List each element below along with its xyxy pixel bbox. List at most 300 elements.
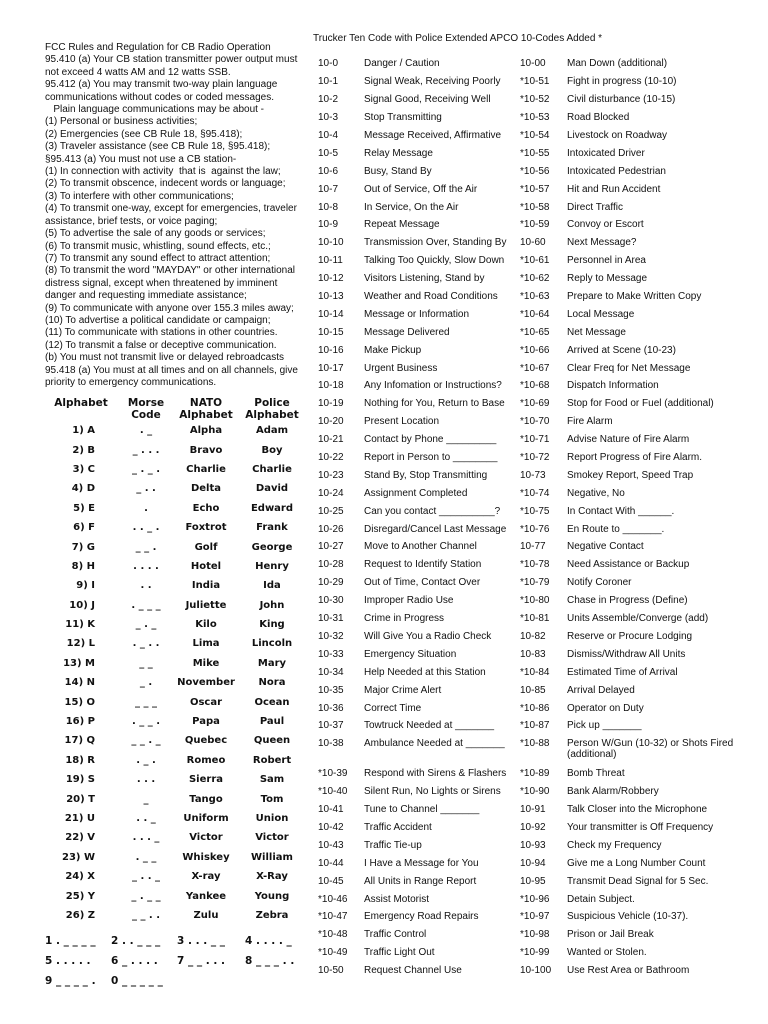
ten-code-meaning: Check my Frequency bbox=[567, 839, 662, 851]
ten-code-meaning: Crime in Progress bbox=[364, 613, 445, 625]
rules-line: (12) To transmit a false or deceptive communication. bbox=[45, 339, 277, 351]
ten-code-row bbox=[318, 663, 528, 681]
alphabet-police: Mary bbox=[257, 657, 287, 669]
alphabet-row bbox=[45, 576, 307, 595]
ten-code-meaning: Civil disturbance (10-15) bbox=[567, 94, 676, 106]
alphabet-morse: _ . _ . bbox=[131, 463, 161, 475]
ten-code-meaning: Talk Closer into the Microphone bbox=[567, 804, 708, 816]
alphabet-police: Edward bbox=[250, 502, 294, 514]
ten-code-row bbox=[318, 926, 528, 944]
ten-code-row bbox=[520, 717, 745, 735]
ten-code-row bbox=[520, 556, 745, 574]
ten-code-meaning: Relay Message bbox=[364, 147, 433, 159]
ten-code-row bbox=[318, 305, 528, 323]
alphabet-row bbox=[45, 537, 307, 556]
ten-code-meaning: Detain Subject. bbox=[567, 893, 635, 905]
ten-code-row bbox=[318, 466, 528, 484]
alphabet-morse: _ . _ _ bbox=[131, 890, 161, 902]
alphabet-police: Charlie bbox=[252, 463, 292, 475]
ten-code-row bbox=[318, 109, 528, 127]
alphabet-nato: Foxtrot bbox=[185, 522, 227, 534]
ten-code-meaning: Dismiss/Withdraw All Units bbox=[567, 648, 686, 660]
alphabet-morse: . . . bbox=[136, 774, 156, 786]
ten-code-meaning: Advise Nature of Fire Alarm bbox=[567, 434, 690, 446]
alphabet-row bbox=[45, 731, 307, 750]
alphabet-row bbox=[45, 867, 307, 886]
ten-code-meaning: Out of Time, Contact Over bbox=[364, 577, 481, 589]
ten-code: *10-53 bbox=[520, 112, 550, 124]
header-morse: Morse Code bbox=[127, 397, 165, 421]
alphabet-num: 25) Y bbox=[65, 890, 95, 902]
ten-code-row bbox=[318, 449, 528, 467]
rules-line: (b) You must not transmit live or delayed rebroadcasts bbox=[45, 352, 285, 364]
alphabet-row bbox=[45, 499, 307, 518]
ten-code-meaning: Traffic Light Out bbox=[364, 947, 435, 959]
ten-code: 10-20 bbox=[318, 416, 344, 428]
morse-number: 8 _ _ _ . . bbox=[245, 955, 295, 967]
ten-code-row bbox=[318, 431, 528, 449]
ten-code: 10-35 bbox=[318, 684, 344, 696]
alphabet-morse: . . bbox=[140, 580, 152, 592]
ten-code: *10-52 bbox=[520, 94, 550, 106]
ten-code-row bbox=[318, 819, 528, 837]
ten-code-row bbox=[520, 413, 745, 431]
ten-code-meaning: Give me a Long Number Count bbox=[567, 857, 706, 869]
ten-code-meaning: Message or Information bbox=[364, 308, 470, 320]
alphabet-nato: Romeo bbox=[186, 754, 226, 766]
ten-code-meaning: Personnel in Area bbox=[567, 255, 646, 267]
ten-code-meaning: Talking Too Quickly, Slow Down bbox=[364, 255, 505, 267]
ten-code-meaning: Major Crime Alert bbox=[364, 684, 442, 696]
rules-line: 95.410 (a) Your CB station transmitter power output must bbox=[45, 54, 298, 66]
header-nato: NATO Alphabet bbox=[179, 397, 233, 421]
alphabet-num: 4) D bbox=[71, 483, 95, 495]
ten-code: 10-11 bbox=[318, 255, 343, 267]
ten-code: 10-1 bbox=[318, 76, 339, 88]
ten-code-row bbox=[318, 377, 528, 395]
ten-code-row bbox=[520, 341, 745, 359]
ten-code: 10-23 bbox=[318, 469, 344, 481]
ten-code-meaning: Weather and Road Conditions bbox=[364, 291, 498, 303]
ten-code-row bbox=[520, 198, 745, 216]
alphabet-morse: _ . . . bbox=[132, 444, 160, 456]
ten-code-row bbox=[520, 109, 745, 127]
alphabet-num: 16) P bbox=[65, 716, 95, 728]
ten-code-meaning: Arrived at Scene (10-23) bbox=[567, 344, 676, 356]
ten-code: 10-15 bbox=[318, 326, 344, 338]
ten-code: *10-56 bbox=[520, 165, 550, 177]
ten-code-row bbox=[318, 520, 528, 538]
ten-code-meaning: Negative, No bbox=[567, 487, 625, 499]
ten-code: *10-99 bbox=[520, 947, 550, 959]
ten-code-row bbox=[520, 854, 745, 872]
ten-code-row bbox=[520, 305, 745, 323]
ten-code: *10-97 bbox=[520, 911, 550, 923]
ten-code: 10-0 bbox=[318, 58, 339, 70]
alphabet-morse: _ . . bbox=[136, 483, 156, 495]
ten-code-row bbox=[520, 681, 745, 699]
alphabet-morse: . . _ bbox=[136, 813, 156, 824]
ten-code-meaning: Improper Radio Use bbox=[364, 595, 454, 607]
alphabet-police: Frank bbox=[256, 522, 288, 534]
rules-line: FCC Rules and Regulation for CB Radio Operation bbox=[45, 42, 271, 53]
ten-code-meaning: Move to Another Channel bbox=[364, 541, 477, 553]
alphabet-nato: Alpha bbox=[189, 425, 223, 437]
alphabet-morse: _ _ _ bbox=[135, 696, 157, 708]
ten-code-meaning: Stop for Food or Fuel (additional) bbox=[567, 398, 714, 410]
ten-code-row bbox=[520, 592, 745, 610]
alphabet-row bbox=[45, 712, 307, 731]
ten-code-row bbox=[520, 663, 745, 681]
ten-code-meaning: Direct Traffic bbox=[567, 201, 623, 213]
ten-code-meaning: Request to Identify Station bbox=[364, 559, 482, 571]
alphabet-num: 19) S bbox=[65, 774, 95, 786]
alphabet-morse: . . . _ bbox=[132, 832, 160, 844]
alphabet-nato: Juliette bbox=[185, 599, 227, 611]
ten-code-row bbox=[520, 359, 745, 377]
ten-code-meaning: Report in Person to ________ bbox=[364, 452, 498, 464]
ten-code-meaning: Emergency Situation bbox=[364, 648, 457, 660]
ten-code-meaning: Negative Contact bbox=[567, 541, 644, 553]
ten-code: *10-47 bbox=[318, 911, 348, 923]
ten-code-meaning: Contact by Phone _________ bbox=[364, 434, 497, 446]
alphabet-row bbox=[45, 440, 307, 459]
alphabet-nato: X-ray bbox=[191, 871, 221, 883]
ten-code: *10-51 bbox=[520, 76, 550, 88]
ten-code: *10-79 bbox=[520, 577, 550, 589]
ten-code: 10-77 bbox=[520, 541, 546, 553]
ten-code: 10-6 bbox=[318, 165, 339, 177]
ten-code-meaning: Fight in progress (10-10) bbox=[567, 76, 677, 88]
alphabet-morse: _ bbox=[143, 793, 149, 805]
ten-code-row bbox=[318, 836, 528, 854]
ten-code-row bbox=[520, 735, 745, 765]
alphabet-num: 5) E bbox=[73, 502, 95, 514]
ten-code-meaning: Stand By, Stop Transmitting bbox=[364, 469, 488, 481]
ten-code: 10-41 bbox=[318, 804, 344, 816]
header-police: Police Alphabet bbox=[245, 397, 299, 421]
ten-code-row bbox=[318, 783, 528, 801]
alphabet-morse: _ . _ bbox=[135, 619, 157, 631]
ten-code-row bbox=[520, 180, 745, 198]
ten-code: *10-49 bbox=[318, 947, 348, 959]
ten-code: 10-50 bbox=[318, 965, 344, 977]
ten-code-row bbox=[520, 234, 745, 252]
alphabet-morse: . bbox=[144, 502, 148, 514]
ten-code: *10-63 bbox=[520, 291, 550, 303]
ten-code-meaning: Visitors Listening, Stand by bbox=[364, 273, 485, 285]
ten-code-row bbox=[318, 699, 528, 717]
alphabet-police: Henry bbox=[255, 560, 289, 572]
ten-code-row bbox=[318, 610, 528, 628]
ten-code-meaning: Bomb Threat bbox=[567, 768, 625, 780]
alphabet-row bbox=[45, 692, 307, 711]
ten-code-row bbox=[318, 801, 528, 819]
morse-numbers bbox=[45, 931, 315, 991]
alphabet-morse: . _ . bbox=[136, 754, 156, 766]
alphabet-nato: Bravo bbox=[189, 444, 223, 456]
ten-codes-column-2 bbox=[520, 55, 745, 980]
ten-code: *10-40 bbox=[318, 786, 348, 798]
ten-code-meaning: Traffic Accident bbox=[364, 821, 432, 833]
ten-code: 10-13 bbox=[318, 291, 344, 303]
ten-code: *10-58 bbox=[520, 201, 550, 213]
ten-code-meaning: Suspicious Vehicle (10-37). bbox=[567, 911, 689, 923]
morse-number: 2 . . _ _ _ bbox=[111, 935, 161, 947]
ten-code-meaning: Clear Freq for Net Message bbox=[567, 362, 691, 374]
ten-code-row bbox=[318, 628, 528, 646]
ten-code: 10-29 bbox=[318, 577, 344, 589]
alphabet-num: 10) J bbox=[69, 599, 95, 611]
ten-code-row bbox=[318, 198, 528, 216]
alphabet-morse: . . _ . bbox=[132, 522, 160, 534]
alphabet-num: 8) H bbox=[71, 560, 95, 572]
ten-code-row bbox=[520, 765, 745, 783]
morse-number-line bbox=[45, 971, 315, 991]
ten-code: *10-39 bbox=[318, 768, 348, 780]
ten-code-row bbox=[520, 162, 745, 180]
ten-code-meaning: Repeat Message bbox=[364, 219, 440, 231]
alphabet-nato: Charlie bbox=[186, 463, 226, 475]
ten-code: *10-69 bbox=[520, 398, 550, 410]
ten-code: 10-4 bbox=[318, 130, 339, 141]
ten-code-meaning: Bank Alarm/Robbery bbox=[567, 786, 659, 798]
ten-code: 10-18 bbox=[318, 380, 344, 392]
alphabet-nato: Yankee bbox=[185, 890, 227, 902]
ten-code-row bbox=[520, 288, 745, 306]
ten-code-meaning: Units Assemble/Converge (add) bbox=[567, 613, 709, 625]
alphabet-num: 21) U bbox=[64, 813, 95, 824]
rules-line: assistance, brief tests, or voice paging; bbox=[45, 215, 218, 227]
ten-code-meaning: Emergency Road Repairs bbox=[364, 911, 479, 923]
ten-code-row bbox=[318, 765, 528, 783]
ten-code-meaning: Stop Transmitting bbox=[364, 112, 442, 124]
ten-code-row bbox=[318, 413, 528, 431]
ten-code: 10-3 bbox=[318, 112, 339, 124]
ten-code-meaning: Pick up _______ bbox=[567, 720, 642, 732]
ten-code-meaning: Request Channel Use bbox=[364, 965, 462, 977]
ten-code: 10-92 bbox=[520, 821, 546, 833]
ten-code-row bbox=[520, 431, 745, 449]
rules-line: (1) In connection with activity that is against the law; bbox=[45, 166, 281, 178]
ten-code-meaning: Reserve or Procure Lodging bbox=[567, 630, 693, 642]
alphabet-num: 22) V bbox=[65, 832, 95, 844]
alphabet-police: Nora bbox=[258, 677, 286, 689]
rules-line: 95.418 (a) You must at all times and on all channels, give bbox=[45, 364, 298, 376]
rules-line: (2) Emergencies (see CB Rule 18, §95.418); bbox=[45, 128, 243, 140]
ten-code-meaning: Transmission Over, Standing By bbox=[364, 237, 507, 249]
alphabet-row bbox=[45, 809, 307, 828]
ten-code-meaning: Net Message bbox=[567, 326, 626, 338]
alphabet-num: 7) G bbox=[71, 541, 95, 553]
ten-code: *10-81 bbox=[520, 613, 550, 625]
ten-code: *10-98 bbox=[520, 929, 550, 941]
ten-code-meaning: Busy, Stand By bbox=[364, 165, 432, 177]
ten-code: *10-62 bbox=[520, 273, 550, 285]
rules-line: (6) To transmit music, whistling, sound effects, etc.; bbox=[45, 240, 271, 252]
ten-code-meaning: Prepare to Make Written Copy bbox=[567, 291, 702, 303]
ten-code-meaning: Towtruck Needed at _______ bbox=[364, 720, 495, 732]
ten-code-row bbox=[520, 55, 745, 73]
ten-code-meaning: Correct Time bbox=[364, 702, 422, 714]
alphabet-nato: Mike bbox=[192, 657, 220, 669]
ten-code-row bbox=[318, 288, 528, 306]
ten-code-row bbox=[520, 395, 745, 413]
ten-code: 10-83 bbox=[520, 648, 546, 660]
fcc-rules-section bbox=[45, 42, 307, 389]
ten-code-meaning: Chase in Progress (Define) bbox=[567, 595, 688, 607]
morse-number: 7 _ _ . . . bbox=[177, 955, 226, 967]
rules-line: danger and requesting immediate assistance; bbox=[45, 290, 247, 302]
ten-code-row bbox=[520, 270, 745, 288]
ten-code: 10-28 bbox=[318, 559, 344, 571]
ten-code-meaning: Road Blocked bbox=[567, 112, 630, 124]
ten-code: 10-85 bbox=[520, 684, 546, 696]
ten-code: 10-17 bbox=[318, 362, 344, 374]
alphabet-num: 3) C bbox=[72, 463, 95, 475]
ten-code: *10-80 bbox=[520, 595, 550, 607]
ten-code: 10-19 bbox=[318, 398, 344, 410]
ten-code: *10-46 bbox=[318, 893, 348, 905]
ten-code: *10-76 bbox=[520, 523, 550, 535]
ten-code-row bbox=[520, 91, 745, 109]
alphabet-police: Zebra bbox=[255, 909, 289, 921]
morse-number: 0 _ _ _ _ _ bbox=[111, 975, 163, 987]
header-alphabet: Alphabet bbox=[54, 397, 108, 409]
ten-code-meaning: Local Message bbox=[567, 308, 635, 320]
rules-line: (1) Personal or business activities; bbox=[45, 116, 198, 128]
ten-code: 10-24 bbox=[318, 487, 344, 499]
ten-codes-column-1 bbox=[318, 55, 528, 980]
alphabet-morse: _ . . _ bbox=[131, 871, 161, 883]
ten-code-meaning: Your transmitter is Off Frequency bbox=[567, 821, 714, 833]
alphabet-police: William bbox=[251, 851, 293, 863]
alphabet-morse: . _ _ . bbox=[131, 716, 161, 728]
ten-code: *10-88 bbox=[520, 737, 550, 749]
alphabet-police: Lincoln bbox=[251, 638, 293, 650]
ten-code-meaning: Traffic Control bbox=[364, 929, 427, 941]
ten-code: *10-96 bbox=[520, 893, 550, 905]
ten-code: 10-44 bbox=[318, 857, 344, 869]
alphabet-police: Victor bbox=[255, 832, 289, 844]
ten-code-row bbox=[520, 645, 745, 663]
alphabet-morse: _ _ . bbox=[135, 541, 157, 553]
ten-code: 10-60 bbox=[520, 237, 546, 249]
ten-code-meaning: Message Received, Affirmative bbox=[364, 130, 502, 141]
ten-code-row bbox=[520, 323, 745, 341]
ten-code-row bbox=[520, 520, 745, 538]
ten-code: *10-59 bbox=[520, 219, 550, 231]
rules-line: (2) To transmit obscence, indecent words or language; bbox=[45, 178, 286, 190]
alphabet-police: Robert bbox=[252, 754, 292, 766]
ten-code-meaning: Any Infomation or Instructions? bbox=[364, 380, 502, 392]
ten-code-meaning: Notify Coroner bbox=[567, 577, 632, 589]
alphabet-police: Young bbox=[254, 890, 290, 902]
ten-code-row bbox=[520, 484, 745, 502]
ten-code: 10-9 bbox=[318, 219, 339, 231]
ten-code-row bbox=[520, 890, 745, 908]
alphabet-row bbox=[45, 634, 307, 653]
ten-code-meaning: Dispatch Information bbox=[567, 380, 659, 392]
ten-code-meaning: Will Give You a Radio Check bbox=[364, 630, 492, 642]
ten-code: 10-94 bbox=[520, 857, 546, 869]
ten-code-meaning: Smokey Report, Speed Trap bbox=[567, 469, 694, 481]
ten-code: *10-89 bbox=[520, 768, 550, 780]
ten-code: *10-90 bbox=[520, 786, 550, 798]
ten-code-meaning: Report Progress of Fire Alarm. bbox=[567, 452, 703, 464]
ten-code-meaning: Operator on Duty bbox=[567, 702, 644, 714]
ten-code-meaning: Urgent Business bbox=[364, 362, 438, 374]
rules-line: (9) To communicate with anyone over 155.3 miles away; bbox=[45, 302, 294, 314]
ten-code: *10-48 bbox=[318, 929, 348, 941]
ten-code-row bbox=[318, 180, 528, 198]
ten-code-meaning: Arrival Delayed bbox=[567, 684, 635, 696]
alphabet-morse: . _ bbox=[139, 425, 153, 437]
ten-code: 10-38 bbox=[318, 737, 344, 749]
ten-code-meaning: Out of Service, Off the Air bbox=[364, 183, 478, 195]
ten-code: 10-42 bbox=[318, 821, 344, 833]
morse-number: 9 _ _ _ _ . bbox=[45, 975, 96, 987]
rules-line: (5) To advertise the sale of any goods or services; bbox=[45, 228, 266, 240]
alphabet-num: 1) A bbox=[72, 425, 95, 437]
rules-line: (3) To interfere with other communications; bbox=[45, 190, 234, 202]
alphabet-nato: Whiskey bbox=[182, 851, 230, 863]
alphabet-police: Union bbox=[255, 813, 289, 824]
alphabet-nato: India bbox=[191, 580, 221, 592]
ten-code-row bbox=[520, 872, 745, 890]
alphabet-row bbox=[45, 518, 307, 537]
ten-code-meaning: Help Needed at this Station bbox=[364, 666, 486, 678]
alphabet-morse: _ . bbox=[139, 677, 153, 689]
ten-code-meaning: Signal Good, Receiving Well bbox=[364, 94, 491, 106]
alphabet-police: Ida bbox=[263, 580, 281, 592]
ten-code-row bbox=[318, 872, 528, 890]
alphabet-police: Boy bbox=[261, 444, 283, 456]
alphabet-morse: . . . . bbox=[133, 560, 159, 572]
ten-code: 10-33 bbox=[318, 648, 344, 660]
ten-code: *10-54 bbox=[520, 130, 550, 141]
morse-number-line bbox=[45, 931, 315, 951]
alphabet-nato: Papa bbox=[192, 716, 220, 728]
ten-code-row bbox=[520, 699, 745, 717]
ten-code-row bbox=[318, 395, 528, 413]
ten-code-row bbox=[318, 341, 528, 359]
ten-code-row bbox=[318, 538, 528, 556]
ten-code-meaning: Silent Run, No Lights or Sirens bbox=[364, 786, 501, 798]
alphabet-police: Sam bbox=[259, 774, 285, 786]
alphabet-row bbox=[45, 615, 307, 634]
ten-code-row bbox=[520, 628, 745, 646]
ten-code-meaning: Fire Alarm bbox=[567, 416, 613, 428]
ten-code: *10-78 bbox=[520, 559, 550, 571]
ten-code: 10-7 bbox=[318, 183, 339, 195]
alphabet-row bbox=[45, 751, 307, 770]
ten-code: *10-61 bbox=[520, 255, 550, 267]
alphabet-police: George bbox=[251, 541, 293, 553]
ten-code: 10-36 bbox=[318, 702, 344, 714]
ten-code: 10-100 bbox=[520, 965, 552, 977]
ten-code: 10-2 bbox=[318, 94, 339, 106]
ten-code-meaning: Assist Motorist bbox=[364, 893, 430, 905]
alphabet-morse: _ _ . _ bbox=[131, 735, 161, 747]
alphabet-nato: Tango bbox=[189, 793, 223, 805]
ten-code-meaning: All Units in Range Report bbox=[364, 875, 477, 887]
rules-line: not exceed 4 watts AM and 12 watts SSB. bbox=[45, 66, 231, 78]
ten-code-title: Trucker Ten Code with Police Extended APCO 10-Codes Added * bbox=[313, 33, 603, 44]
morse-number: 6 _ . . . . bbox=[111, 955, 158, 967]
ten-code-meaning: Need Assistance or Backup bbox=[567, 559, 690, 571]
alphabet-police: Ocean bbox=[254, 696, 290, 708]
